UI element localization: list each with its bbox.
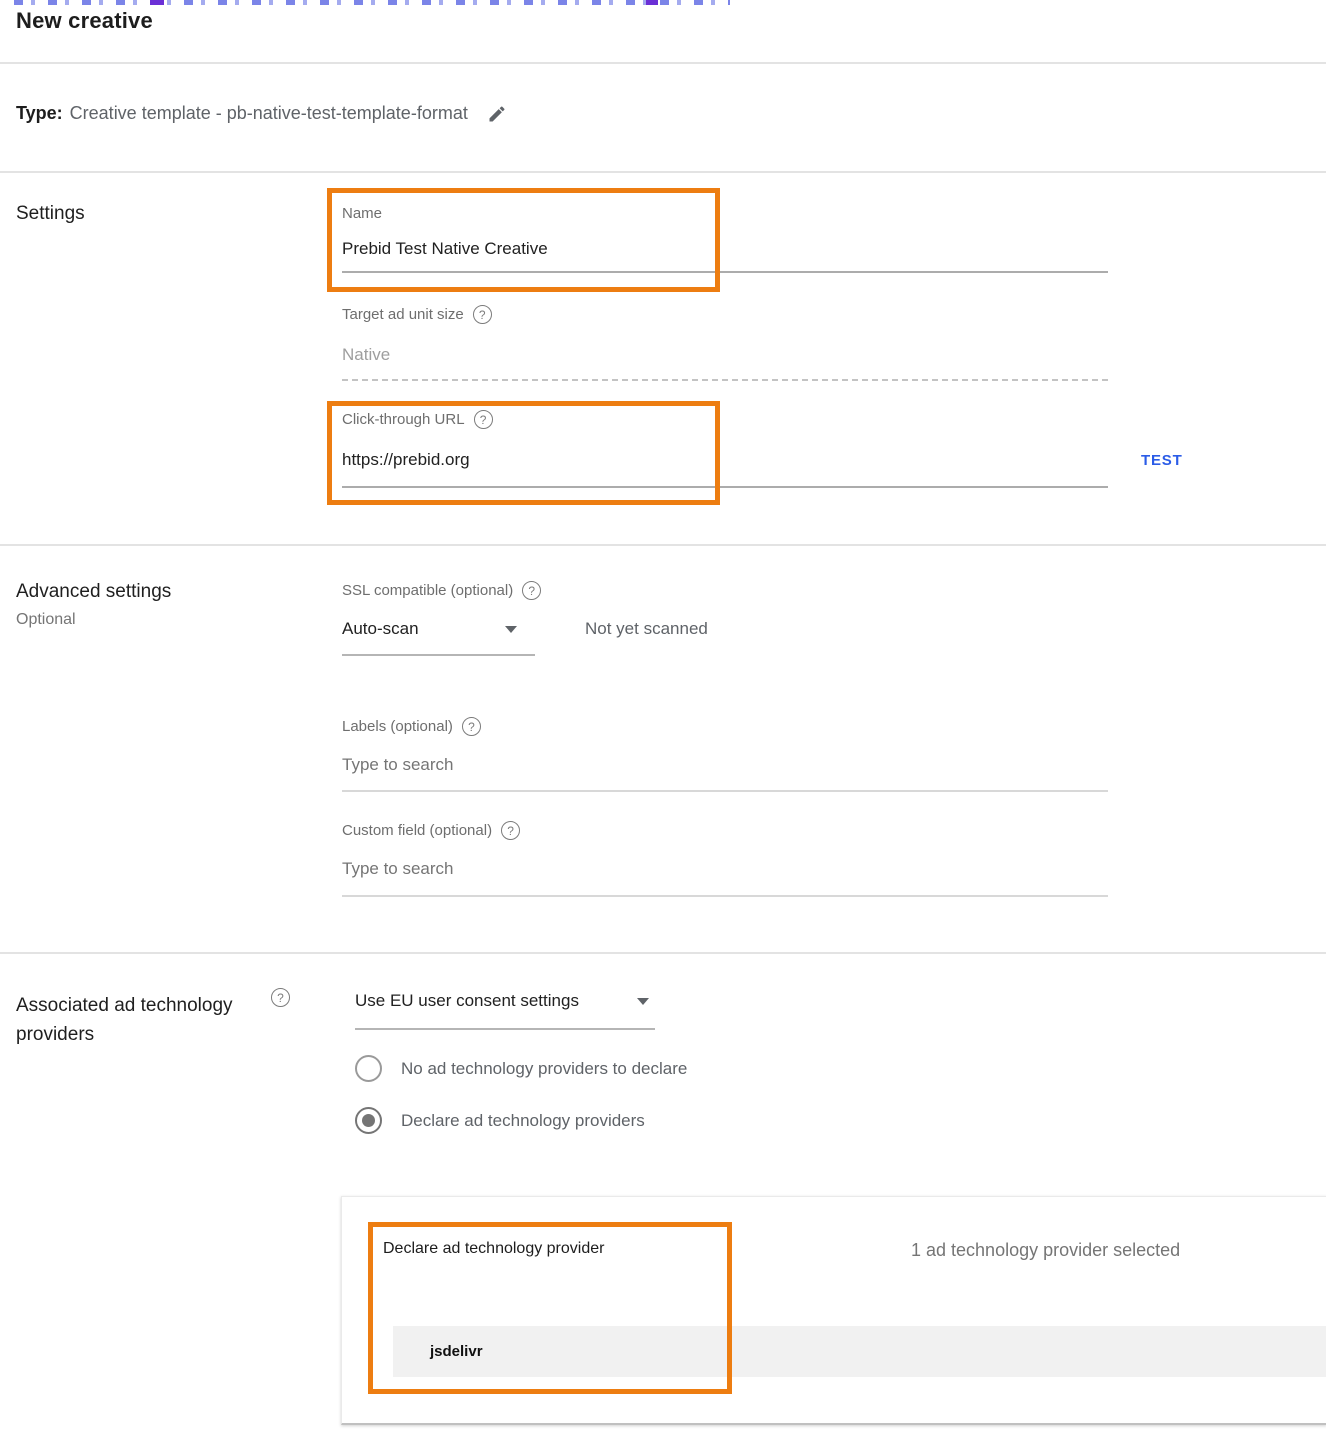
eu-consent-dropdown[interactable]: Use EU user consent settings bbox=[355, 991, 579, 1010]
help-icon[interactable]: ? bbox=[462, 717, 481, 736]
click-through-url-label: Click-through URL bbox=[342, 411, 465, 428]
test-url-button[interactable]: TEST bbox=[1141, 452, 1183, 469]
help-icon[interactable]: ? bbox=[474, 410, 493, 429]
breadcrumb-fragment bbox=[150, 0, 164, 5]
page-title: New creative bbox=[16, 8, 153, 33]
advanced-settings-subheading: Optional bbox=[16, 611, 76, 628]
name-input[interactable]: Prebid Test Native Creative bbox=[342, 239, 548, 258]
section-divider bbox=[0, 544, 1326, 546]
ad-tech-heading: Associated ad technology providers bbox=[16, 995, 233, 1045]
click-through-underline bbox=[342, 486, 1108, 488]
section-divider bbox=[0, 952, 1326, 954]
custom-field-search-input[interactable]: Type to search bbox=[342, 859, 454, 878]
custom-field-label: Custom field (optional) bbox=[342, 822, 493, 839]
radio-no-providers[interactable] bbox=[355, 1055, 687, 1082]
pencil-icon bbox=[487, 104, 507, 124]
type-label: Type: bbox=[16, 103, 63, 123]
name-field-label: Name bbox=[342, 205, 383, 222]
eu-consent-underline bbox=[355, 1028, 655, 1030]
ssl-scan-status: Not yet scanned bbox=[585, 619, 708, 638]
labels-search-input[interactable]: Type to search bbox=[342, 755, 454, 774]
radio-declare-providers[interactable] bbox=[355, 1107, 645, 1134]
help-icon[interactable]: ? bbox=[473, 305, 492, 324]
radio-label: Declare ad technology providers bbox=[401, 1110, 645, 1130]
radio-selected-icon bbox=[355, 1107, 382, 1134]
radio-unselected-icon bbox=[355, 1055, 382, 1082]
target-size-disabled-underline bbox=[342, 379, 1108, 381]
section-divider bbox=[0, 171, 1326, 173]
advanced-settings-heading: Advanced settings bbox=[16, 581, 172, 602]
ssl-scan-dropdown[interactable]: Auto-scan bbox=[342, 619, 419, 638]
labels-input-underline bbox=[342, 790, 1108, 792]
help-icon[interactable]: ? bbox=[271, 988, 290, 1007]
breadcrumb[interactable] bbox=[14, 0, 730, 5]
name-input-underline bbox=[342, 271, 1108, 273]
settings-heading: Settings bbox=[16, 203, 85, 224]
help-icon[interactable]: ? bbox=[522, 581, 541, 600]
provider-list-item[interactable] bbox=[393, 1326, 1326, 1377]
edit-type-button[interactable] bbox=[487, 104, 507, 124]
type-value: Creative template - pb-native-test-template-format bbox=[69, 103, 468, 123]
provider-name: jsdelivr bbox=[430, 1343, 483, 1360]
ad-tech-provider-card bbox=[341, 1196, 1326, 1425]
custom-field-underline bbox=[342, 895, 1108, 897]
labels-label: Labels (optional) bbox=[342, 718, 453, 735]
breadcrumb-fragment bbox=[646, 0, 658, 5]
ssl-dropdown-underline bbox=[342, 654, 535, 656]
click-through-url-input[interactable]: https://prebid.org bbox=[342, 450, 470, 469]
section-divider bbox=[0, 62, 1326, 64]
radio-label: No ad technology providers to declare bbox=[401, 1058, 688, 1078]
provider-selected-summary: 1 ad technology provider selected bbox=[911, 1240, 1181, 1260]
dropdown-arrow-icon[interactable] bbox=[505, 626, 517, 633]
target-size-label: Target ad unit size bbox=[342, 306, 464, 323]
help-icon[interactable]: ? bbox=[501, 821, 520, 840]
dropdown-arrow-icon[interactable] bbox=[637, 998, 649, 1005]
ssl-compatible-label: SSL compatible (optional) bbox=[342, 582, 514, 599]
provider-card-title: Declare ad technology provider bbox=[383, 1240, 605, 1257]
target-size-value: Native bbox=[342, 345, 391, 364]
